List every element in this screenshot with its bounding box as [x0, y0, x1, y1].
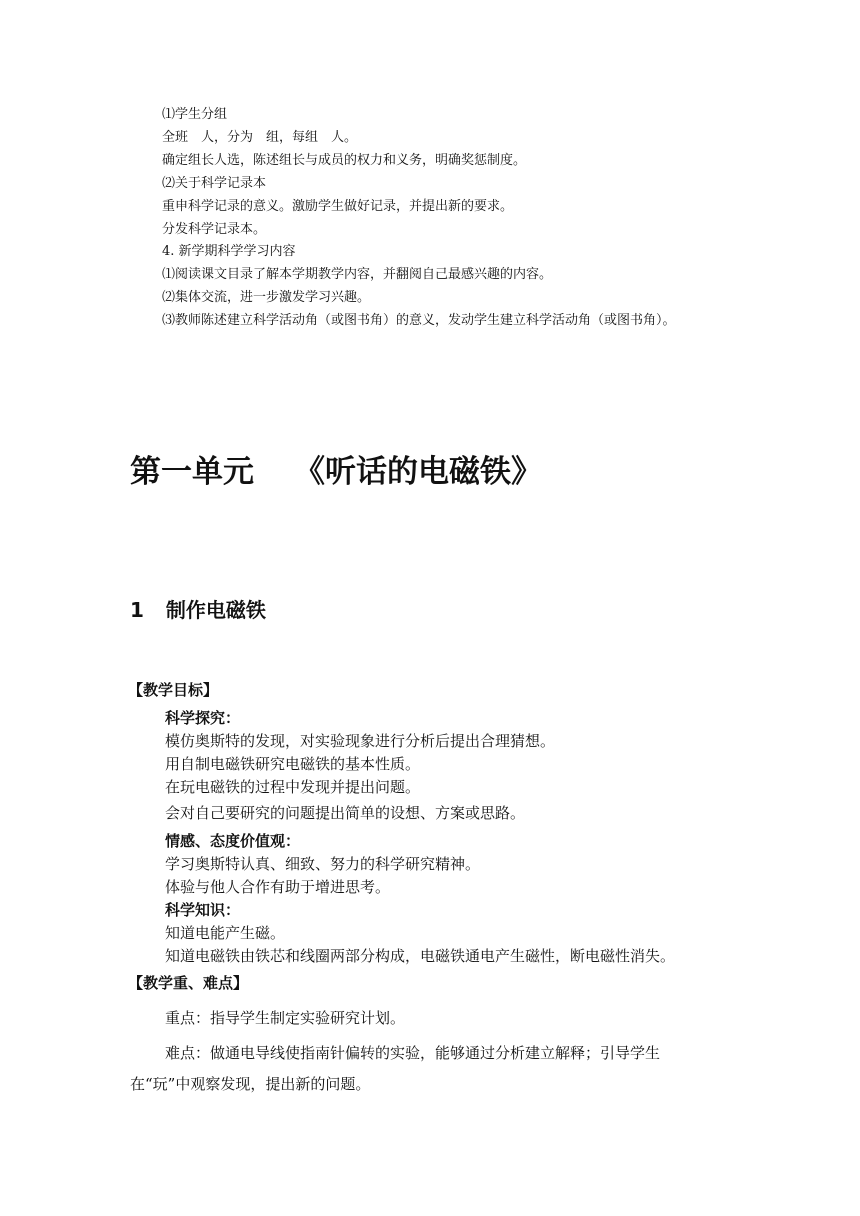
intro-line: ⑴学生分组	[162, 107, 228, 122]
lesson-number: 1	[130, 598, 144, 622]
intro-line: 全班 人，分为 组，每组 人。	[162, 130, 358, 145]
attitude-label: 情感、态度价值观：	[165, 832, 301, 850]
objective-item: 用自制电磁铁研究电磁铁的基本性质。	[165, 755, 421, 773]
intro-line: 重申科学记录的意义。激励学生做好记录，并提出新的要求。	[162, 199, 514, 214]
objective-item: 知道电磁铁由铁芯和线圈两部分构成，电磁铁通电产生磁性，断电磁性消失。	[165, 947, 676, 965]
intro-line: 4. 新学期科学学习内容	[162, 244, 296, 259]
intro-line: ⑵集体交流，进一步激发学习兴趣。	[162, 290, 371, 305]
key-points-heading: 【教学重、难点】	[128, 974, 249, 992]
intro-line: ⑴阅读课文目录了解本学期教学内容，并翻阅自己最感兴趣的内容。	[162, 267, 553, 282]
intro-line: 确定组长人选，陈述组长与成员的权力和义务，明确奖惩制度。	[162, 153, 527, 168]
intro-line: ⑵关于科学记录本	[162, 176, 267, 191]
lesson-name: 制作电磁铁	[165, 598, 266, 622]
objective-item: 体验与他人合作有助于增进思考。	[165, 878, 391, 896]
objective-item: 知道电能产生磁。	[165, 924, 286, 942]
difficulty-point-line1: 难点：做通电导线使指南针偏转的实验，能够通过分析建立解释；引导学生	[165, 1044, 661, 1062]
difficulty-point-line2: 在“玩”中观察发现，提出新的问题。	[130, 1075, 371, 1093]
intro-line: ⑶教师陈述建立科学活动角（或图书角）的意义，发动学生建立科学活动角（或图书角）。	[162, 313, 676, 328]
unit-title	[130, 452, 542, 492]
unit-label: 第一单元	[130, 454, 254, 490]
intro-line: 分发科学记录本。	[162, 222, 267, 237]
unit-name: 《听话的电磁铁》	[294, 454, 542, 490]
objective-item: 模仿奥斯特的发现，对实验现象进行分析后提出合理猜想。	[165, 732, 556, 750]
focus-point: 重点：指导学生制定实验研究计划。	[165, 1009, 406, 1027]
objective-item: 会对自己要研究的问题提出简单的设想、方案或思路。	[165, 804, 526, 822]
knowledge-label: 科学知识：	[165, 901, 241, 919]
objective-item: 学习奥斯特认真、细致、努力的科学研究精神。	[165, 855, 481, 873]
objective-item: 在玩电磁铁的过程中发现并提出问题。	[165, 778, 421, 796]
science-inquiry-label: 科学探究：	[165, 709, 241, 727]
objectives-heading: 【教学目标】	[128, 681, 219, 699]
lesson-title	[130, 596, 266, 624]
